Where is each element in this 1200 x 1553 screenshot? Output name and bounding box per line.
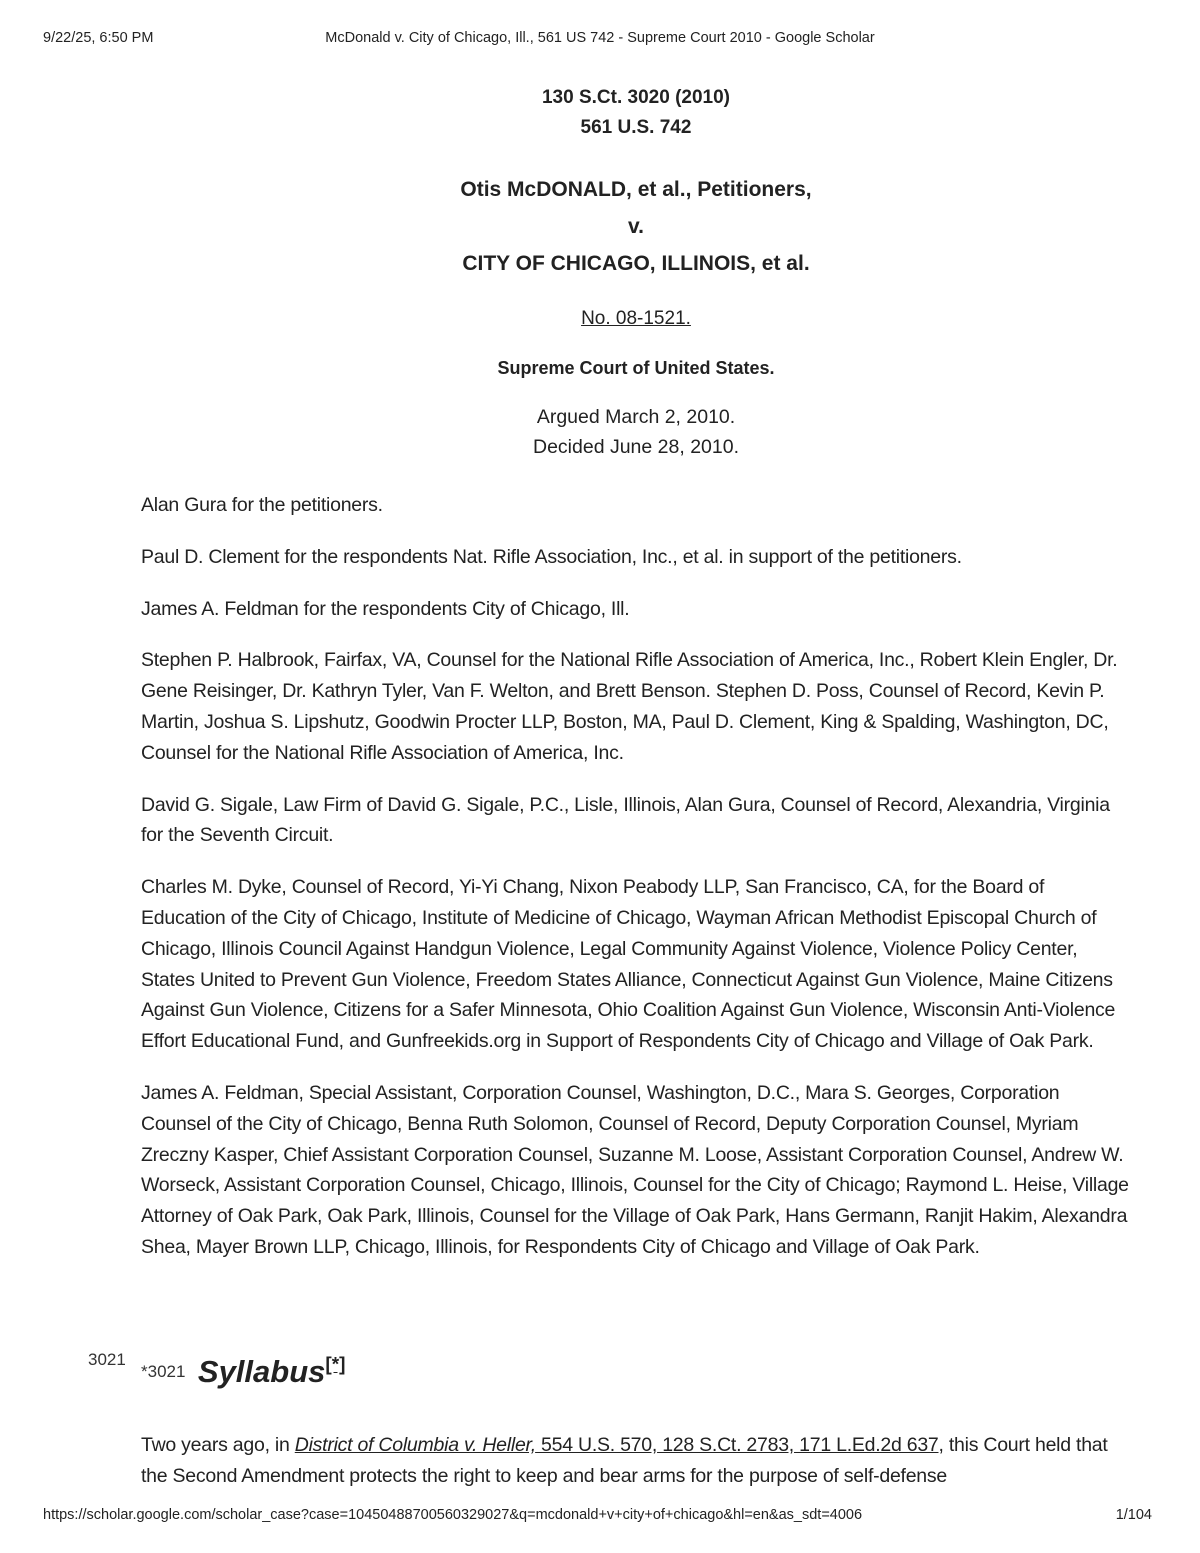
print-datetime: 9/22/25, 6:50 PM <box>43 30 154 46</box>
docket-number <box>141 308 1131 330</box>
argued-date: Argued March 2, 2010. <box>536 406 736 428</box>
counsel-paragraph: Charles M. Dyke, Counsel of Record, Yi-Yi Chang, Nixon Peabody LLP, San Francisco, CA, for the Board of Education of the City of Chicago, Institute of Medicine of Chicago, Wayman African Methodist Episcopal Church of Chicago, Illinois Council Against Handgun Violence, Legal Community Against Violence, Violence Policy Center, States United to Prevent Gun Violence, Freedom States Alliance, Connecticut Against Gun Violence, Maine Citizens Against Gun Violence, Citizens for a Safer Minnesota, Ohio Coalition Against Gun Violence, Wisconsin Anti-Violence Effort Educational Fund, and Gunfreekids.org in Support of Respondents City of Chicago and Village of Oak Park. <box>141 876 1116 1053</box>
counsel-paragraph: Paul D. Clement for the respondents Nat. Rifle Association, Inc., et al. in support of the petitioners. <box>141 545 962 568</box>
citation-block <box>141 83 1131 143</box>
star-page-number: *3021 <box>141 1362 186 1381</box>
sct-citation: 130 S.Ct. 3020 (2010) <box>541 87 730 108</box>
citation-link-us[interactable]: 554 U.S. 570, <box>535 1434 658 1456</box>
citation-link-sct[interactable]: 128 S.Ct. 2783, <box>657 1434 794 1456</box>
print-header <box>0 30 1200 50</box>
counsel-paragraph: David G. Sigale, Law Firm of David G. Sigale, P.C., Lisle, Illinois, Alan Gura, Counsel of Record, Alexandria, Virginia for the Seventh Circuit. <box>141 793 1110 847</box>
print-page-title: McDonald v. City of Chicago, Ill., 561 US 742 - Supreme Court 2010 - Google Scholar <box>325 30 875 46</box>
margin-page-number: 3021 <box>88 1350 126 1369</box>
counsel-paragraph: James A. Feldman, Special Assistant, Corporation Counsel, Washington, D.C., Mara S. Georges, Corporation Counsel of the City of Chicago, Benna Ruth Solomon, Counsel of Record, Deputy Corporation Counsel, Myriam Zreczny Kasper, Chief Assistant Corporation Counsel, Suzanne M. Loose, Assistant Corporation Counsel, Andrew W. Worseck, Assistant Corporation Counsel, Chicago, Illinois, Counsel for the City of Chicago; Raymond L. Heise, Village Attorney of Oak Park, Oak Park, Illinois, Counsel for the Village of Oak Park, Hans Germann, Ranjit Hakim, Alexandra Shea, Mayer Brown LLP, Chicago, Illinois, for Respondents City of Chicago and Village of Oak Park. <box>141 1081 1129 1258</box>
decided-date: Decided June 28, 2010. <box>533 436 739 458</box>
syllabus-heading <box>141 1354 345 1390</box>
footnote-link[interactable]: [*] <box>325 1354 346 1376</box>
case-content <box>141 80 1131 1263</box>
case-parties <box>141 171 1131 282</box>
heller-case-link[interactable]: District of Columbia v. Heller, <box>294 1434 536 1456</box>
syllabus-title <box>198 1354 346 1389</box>
syllabus-title-text: Syllabus <box>197 1354 326 1389</box>
docket-link[interactable]: No. 08-1521. <box>581 308 691 329</box>
syllabus-paragraph <box>141 1430 1131 1492</box>
print-footer <box>0 1507 1200 1527</box>
us-citation: 561 U.S. 742 <box>580 117 692 138</box>
counsel-paragraph: James A. Feldman for the respondents City of Chicago, Ill. <box>141 597 630 620</box>
counsel-paragraph: Alan Gura for the petitioners. <box>141 494 383 516</box>
citation-link-led[interactable]: 171 L.Ed.2d 637, <box>793 1434 944 1456</box>
page-count: 1/104 <box>1115 1507 1152 1523</box>
syllabus-intro: Two years ago, in <box>141 1434 295 1456</box>
court-name: Supreme Court of United States. <box>497 358 775 378</box>
versus-label: v. <box>628 215 644 238</box>
case-dates <box>141 402 1131 462</box>
counsel-paragraph: Stephen P. Halbrook, Fairfax, VA, Counsel for the National Rifle Association of America, Inc., Robert Klein Engler, Dr. Gene Reisinger, Dr. Kathryn Tyler, Van F. Welton, and Brett Benson. Stephen D. Poss, Counsel of Record, Kevin P. Martin, Joshua S. Lipshutz, Goodwin Procter LLP, Boston, MA, Paul D. Clement, King & Spalding, Washington, DC, Counsel for the National Rifle Association of America, Inc. <box>141 649 1118 764</box>
petitioner-name: Otis McDONALD, et al., Petitioners, <box>460 178 812 201</box>
syllabus-text: this Court held that the Second Amendment protects the right to keep and bear arms for the purpose of self-defense <box>141 1434 1108 1487</box>
page-url: https://scholar.google.com/scholar_case?case=10450488700560329027&q=mcdonald+v+city+of+chicago&hl=en&as_sdt=4006 <box>43 1507 863 1523</box>
respondent-name: CITY OF CHICAGO, ILLINOIS, et al. <box>462 252 810 275</box>
